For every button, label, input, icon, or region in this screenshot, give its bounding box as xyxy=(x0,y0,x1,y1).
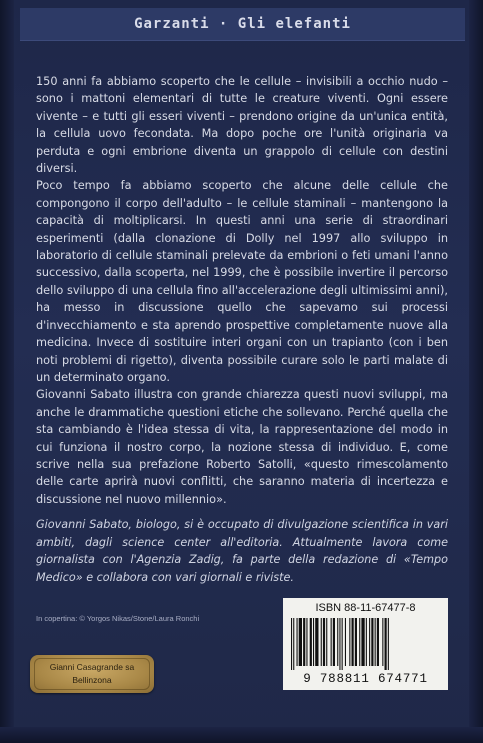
barcode-label xyxy=(283,598,448,690)
author-bio: Giovanni Sabato, biologo, si è occupato di divulgazione scientifica in vari ambiti, dagli science center all'editoria. Attualmente lavora come giornalista con l'Agenzia Zadig, fa parte della redazione di «Tempo Medico» e collabora con vari giornali e riviste. xyxy=(36,518,448,584)
barcode-bar xyxy=(297,618,298,666)
barcode-bar xyxy=(361,618,364,666)
barcode-bar xyxy=(306,618,307,666)
barcode-bar xyxy=(349,618,350,666)
barcode-bar xyxy=(315,618,318,666)
barcode-bar xyxy=(377,618,379,666)
barcode-bar xyxy=(299,618,302,666)
sticker-line-1: Gianni Casagrande sa xyxy=(49,662,135,672)
barcode-bar xyxy=(355,618,357,666)
barcode-bar xyxy=(371,618,373,666)
series-header-band xyxy=(20,8,465,41)
cover-left-edge xyxy=(0,0,14,743)
barcode-bar xyxy=(303,618,305,666)
barcode-bar xyxy=(352,618,354,666)
ean-number: 9 788811 674771 xyxy=(303,672,428,686)
cover-photo-credit: In copertina: © Yorgos Nikas/Stone/Laura Ronchi xyxy=(36,614,200,623)
barcode-bar xyxy=(366,618,367,666)
barcode-bars xyxy=(291,618,440,670)
barcode-bar xyxy=(342,618,343,670)
barcode-bar xyxy=(323,618,325,666)
barcode-bar xyxy=(385,618,387,670)
barcode-bar xyxy=(326,618,327,666)
barcode-bar xyxy=(339,618,340,670)
bookshop-sticker xyxy=(30,655,154,693)
barcode-bar xyxy=(388,618,389,670)
barcode-bar xyxy=(359,618,360,666)
cover-right-edge xyxy=(469,0,483,743)
blurb-paragraph-1: 150 anni fa abbiamo scoperto che le cellule – invisibili a occhio nudo – sono i mattoni elementari di tutte le creature viventi. Ogni essere vivente – e tutti gli esseri viventi – prendono origine da un'unica entità, la cellula uovo fecondata. Ma dopo poche ore l'unità originaria va perduta e ogni embrione diventa un grappolo di cellule con destini diversi. xyxy=(36,75,448,176)
barcode-bar xyxy=(293,618,294,670)
series-title: Garzanti · Gli elefanti xyxy=(134,16,351,32)
barcode-bar xyxy=(321,618,322,666)
blurb-paragraph-3: Giovanni Sabato illustra con grande chiarezza questi nuovi sviluppi, ma anche le drammatiche questioni etiche che sollevano. Perché quella che sta cambiando è l'idea stessa di vita, la rappresentazione del modo in cui funziona il nostro corpo, la nozione stessa di individuo. E, come scrive nella sua prefazione Roberto Satolli, «questo rimescolamento delle carte aprirà nuovi conflitti, che saranno materia di incertezza e discussione nel nuovo millennio». xyxy=(36,388,448,506)
isbn-number: ISBN 88-11-67477-8 xyxy=(315,602,416,614)
barcode-bar xyxy=(337,618,338,666)
barcode-bar xyxy=(369,618,370,666)
cover-bottom-edge xyxy=(0,727,483,743)
blurb-paragraph-2: Poco tempo fa abbiamo scoperto che alcune delle cellule che compongono il corpo dell'adulto – le cellule staminali – mantengono la capacità di moltiplicarsi. In questi anni una serie di straordinari esperimenti (dalla clonazione di Dolly nel 1997 allo sviluppo in laboratorio di cellule staminali prelevate da embrioni o feti umani l'anno successivo, dalla scoperta, nel 1999, che è possibile invertire il percorso dello sviluppo di una cellula fino all'accelerazione degli ultimissimi anni), ha messo in discussione quello che sapevamo sui processi d'invecchiamento e sta aprendo prospettive completamente nuove alla medicina. Invece di sostituire interi organi con un trapianto (con i ben noti problemi di rigetto), diventa possibile curare solo le parti malate di un determinato organo. xyxy=(36,179,448,384)
barcode-bar xyxy=(331,618,332,666)
sticker-line-2: Bellinzona xyxy=(72,675,112,685)
barcode-bar xyxy=(382,618,383,666)
blurb-text xyxy=(36,73,448,508)
barcode-bar xyxy=(345,618,346,666)
barcode-bar xyxy=(310,618,312,666)
barcode-bar xyxy=(313,618,314,666)
barcode-bar xyxy=(375,618,376,666)
barcode-bar xyxy=(333,618,335,666)
barcode-bar xyxy=(291,618,292,670)
